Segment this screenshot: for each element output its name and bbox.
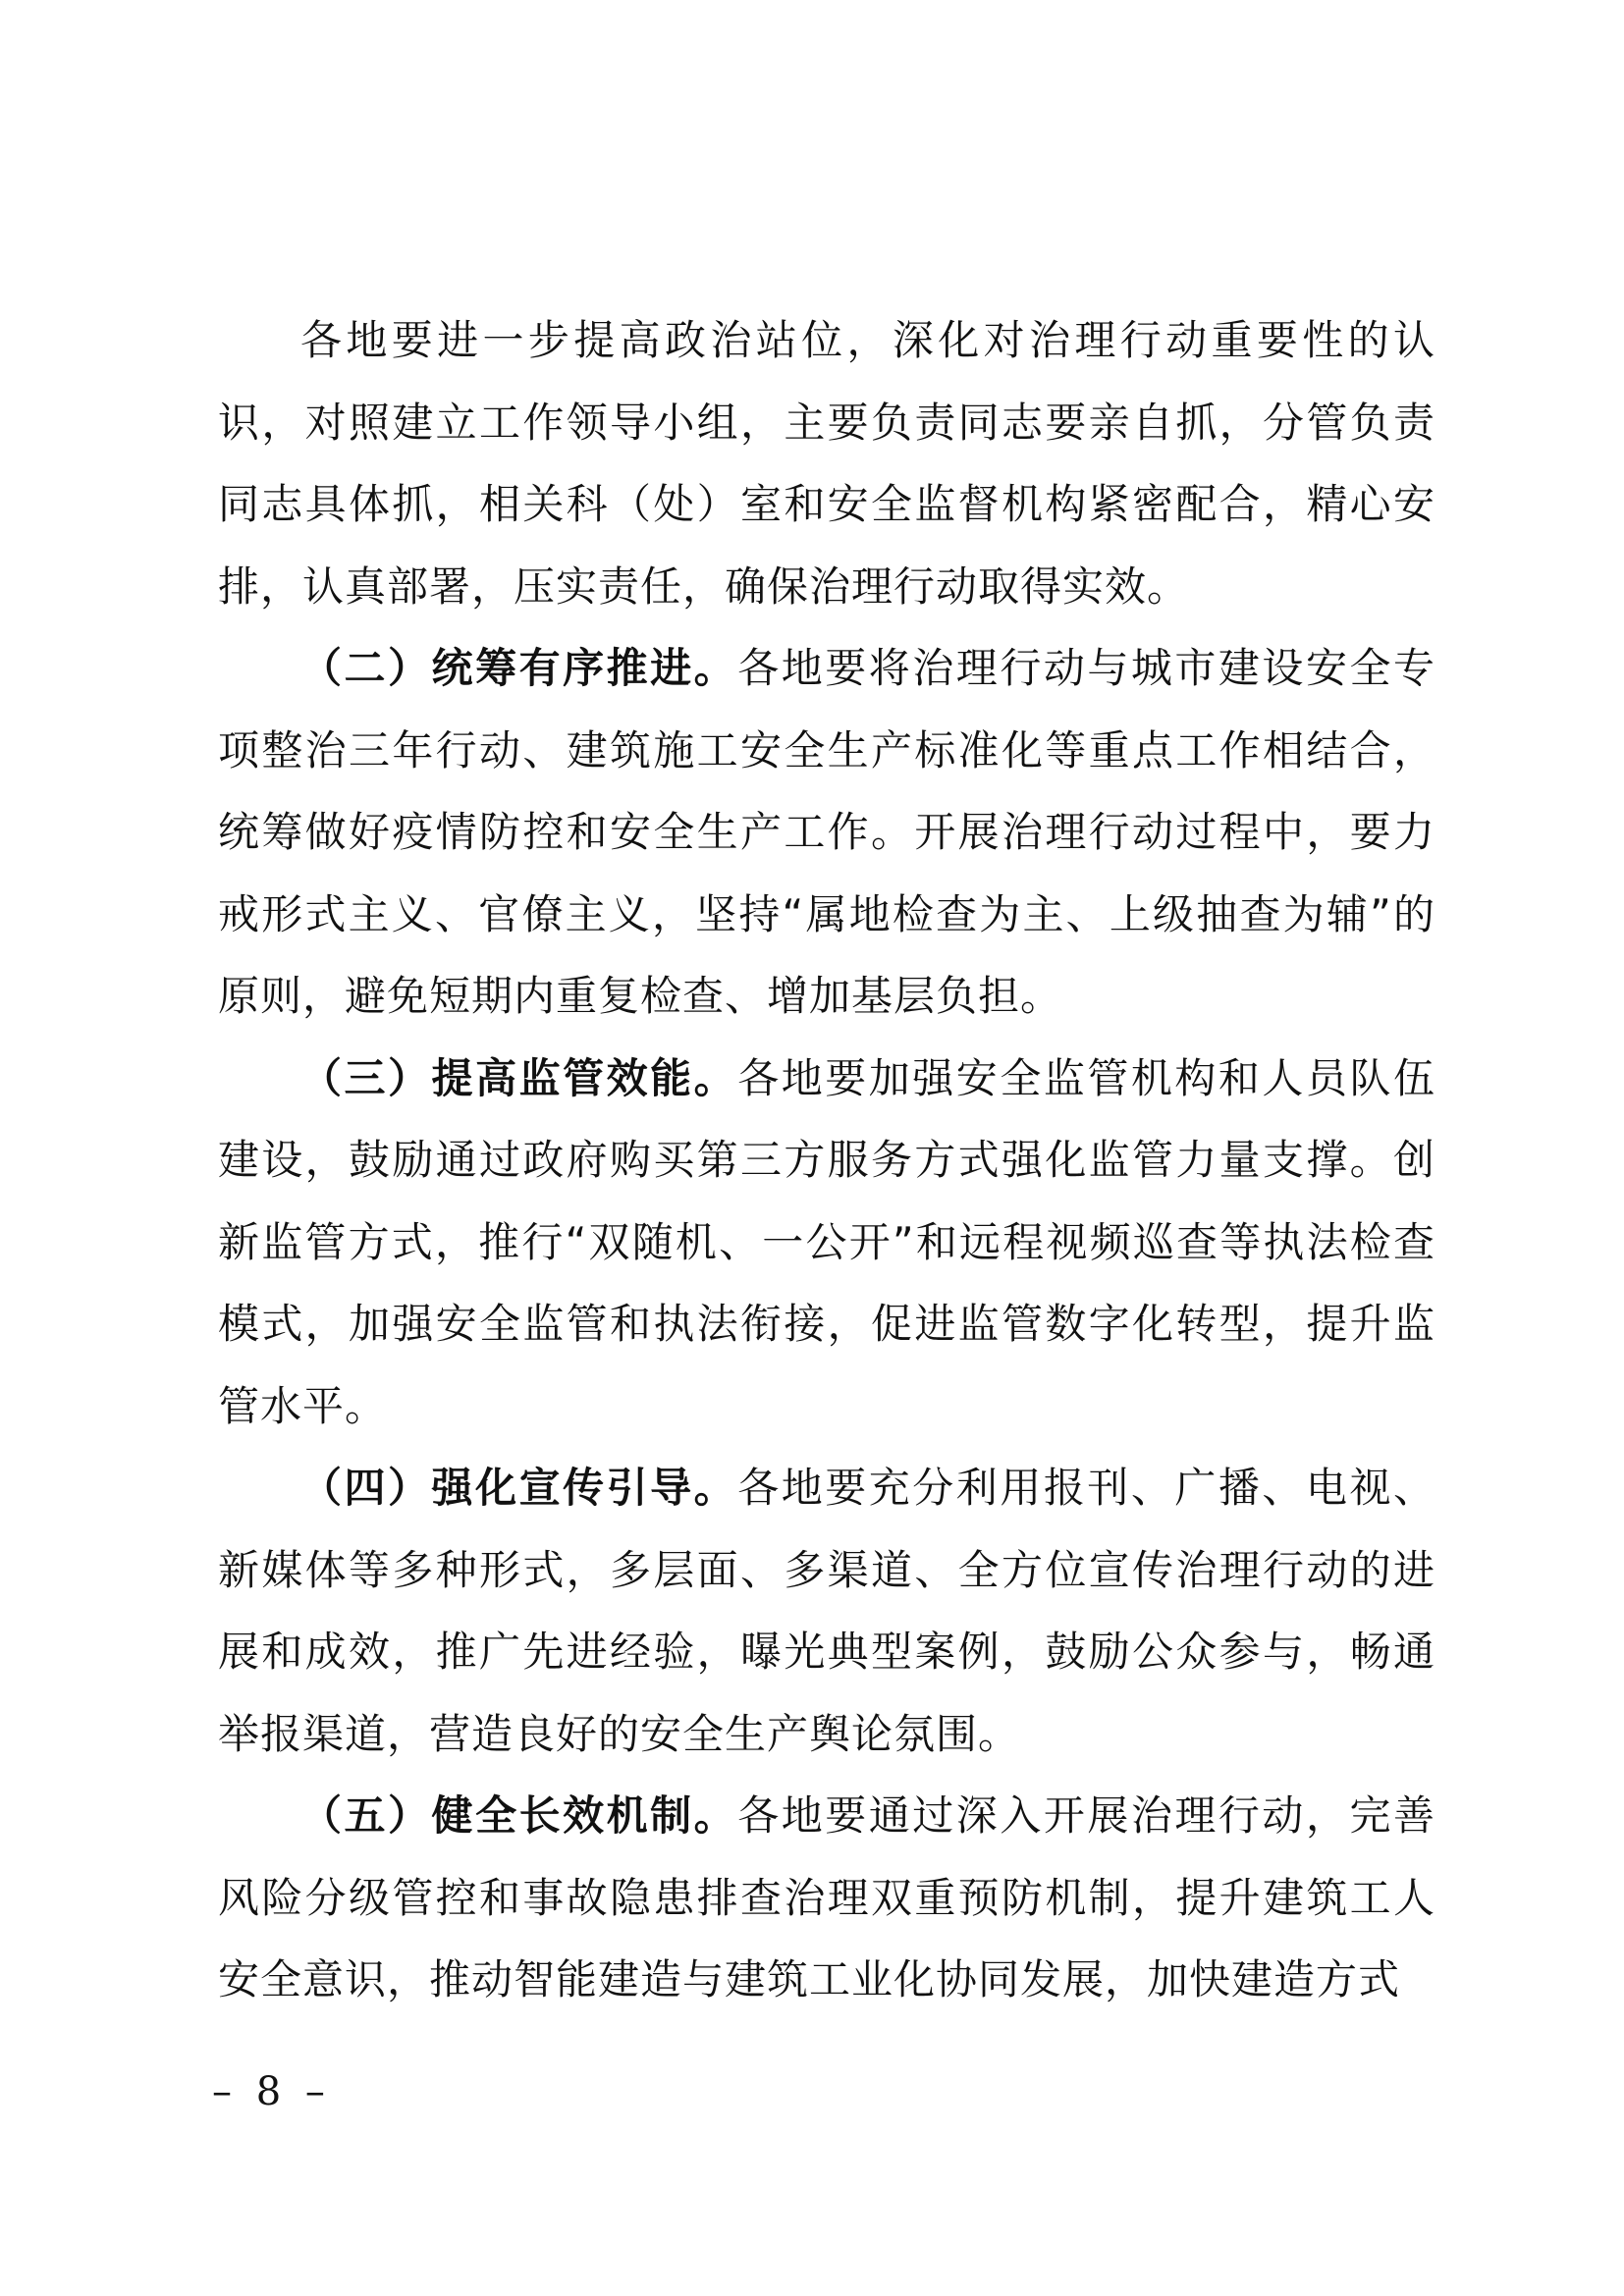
paragraph-1 xyxy=(218,299,1435,627)
page-number: – 8 – xyxy=(212,2069,331,2114)
paragraph-5-text: 各地要通过深入开展治理行动，完善风险分级管控和事故隐患排查治理双重预防机制，提升建筑工人安全意识，推动智能建造与建筑工业化协同发展，加快建造方式 xyxy=(218,1791,1435,2003)
paragraph-3-heading: （三）提高监管效能。 xyxy=(300,1053,738,1102)
paragraph-3-text: 各地要加强安全监管机构和人员队伍建设，鼓励通过政府购买第三方服务方式强化监管力量支撑。创新监管方式，推行“双随机、一公开”和远程视频巡查等执法检查模式，加强安全监管和执法衔接，促进监管数字化转型，提升监管水平。 xyxy=(218,1053,1435,1430)
paragraph-3 xyxy=(218,1038,1435,1448)
paragraph-2 xyxy=(218,627,1435,1038)
paragraph-1-text: 各地要进一步提高政治站位，深化对治理行动重要性的认识，对照建立工作领导小组，主要负责同志要亲自抓，分管负责同志具体抓，相关科（处）室和安全监督机构紧密配合，精心安排，认真部署，压实责任，确保治理行动取得实效。 xyxy=(218,316,1435,611)
paragraph-4-text: 各地要充分利用报刊、广播、电视、新媒体等多种形式，多层面、多渠道、全方位宣传治理行动的进展和成效，推广先进经验，曝光典型案例，鼓励公众参与，畅通举报渠道，营造良好的安全生产舆论氛围。 xyxy=(218,1464,1435,1758)
paragraph-4-heading: （四）强化宣传引导。 xyxy=(300,1464,738,1512)
paragraph-2-heading: （二）统筹有序推进。 xyxy=(300,644,738,692)
paragraph-5-heading: （五）健全长效机制。 xyxy=(300,1791,738,1840)
paragraph-5 xyxy=(218,1775,1435,2021)
paragraph-2-text: 各地要将治理行动与城市建设安全专项整治三年行动、建筑施工安全生产标准化等重点工作相结合，统筹做好疫情防控和安全生产工作。开展治理行动过程中，要力戒形式主义、官僚主义，坚持“属地检查为主、上级抽查为辅”的原则，避免短期内重复检查、增加基层负担。 xyxy=(218,644,1435,1020)
paragraph-4 xyxy=(218,1447,1435,1775)
document-body xyxy=(218,299,1435,2021)
